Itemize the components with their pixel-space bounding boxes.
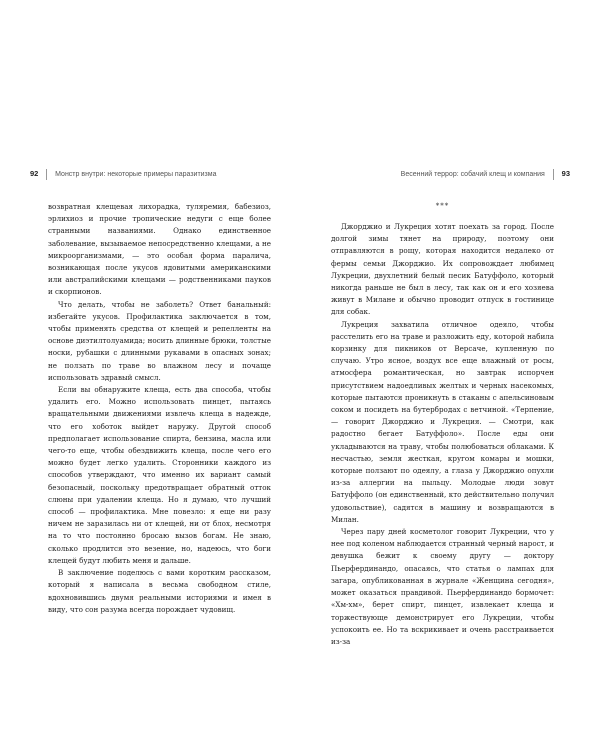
paragraph: возвратная клещевая лихорадка, туляремия, бабезиоз, эрлихиоз и прочие тропические недуги с еще более странными названиями. Однако единственное заболевание, вызываемое непосредственно клещами, а не микроорганизмами, — это особая форма паралича, возникающая после укусов ядовитыми американскими или австралийскими клещами — родственниками пауков и скорпионов. (48, 202, 271, 297)
left-page-number: 92 (30, 169, 39, 178)
paragraph: Лукреция захватила отличное одеяло, чтобы расстелить его на траве и разложить еду, которой набила корзинку для пикников от Версаче, купленную по случаю. Утро ясное, воздух все еще влажный от росы, атмосфера романтическая, но завтрак испорчен присутствием надоедливых желтых и черных насекомых, которые пытаются проникнуть в стаканы с апельсиновым соком и посидеть на бутербродах с ветчиной. «Терпение, — говорит Джорджио и Лукреция. — Смотри, как радостно бегает Батуффоло». После еды они укладываются на траву, чтобы полюбоваться облаками. К несчастью, земля жесткая, кругом комары и мошки, которые ползают по одеялу, а глаза у Джорджио опухли из-за аллергии на пыльцу. Молодые люди зовут Батуффоло (он единственный, кто действительно получил удовольствие), садятся в машину и возвращаются в Милан. (331, 319, 554, 524)
paragraph: Джорджио и Лукреция хотят поехать за город. После долгой зимы тянет на природу, поэтому они отправляются в рощу, которая находится недалеко от фермы семьи Джорджио. Их сопровождает любимец Лукреции, двухлетний белый песик Батуффоло, который никогда раньше не был в лесу, так как он и его хозяева живут в Милане и обычно проводит отпуск в гостинице для собак. (331, 222, 554, 317)
paragraph: Что делать, чтобы не заболеть? Ответ банальный: избегайте укусов. Профилактика заключается в том, чтобы применять средства от клещей и репелленты на основе диэтилтолуамида; носить длинные брюки, толстые носки, рубашки с длинными рукавами в опасных зонах; не ползать по траве во влажном лесу и почаще использовать здравый смысл. (48, 299, 271, 382)
right-page-text (331, 201, 554, 648)
left-running-title: Монстр внутри: некоторые примеры паразитизма (55, 171, 217, 178)
right-running-header (401, 167, 570, 181)
left-page-text (48, 201, 271, 616)
section-separator: *** (435, 202, 450, 210)
left-running-header (30, 167, 216, 181)
right-page-number: 93 (561, 169, 570, 178)
paragraph: В заключение поделюсь с вами коротким рассказом, который я написала в весьма свободном стиле, вдохновившись двумя реальными историями и имея в виду, что сон разума всегда порождает чудовищ. (48, 568, 271, 614)
paragraph: Если вы обнаружите клеща, есть два способа, чтобы удалить его. Можно использовать пинцет, пытаясь вращательными движениями извлечь клеща в надежде, что его хоботок выйдет наружу. Другой способ предполагает использование спирта, бензина, масла или чего-то еще, чтобы обездвижить клеща, после чего его можно будет легко удалить. Сторонники каждого из способов утверждают, что именно их вариант самый безопасный, поскольку предотвращает обратный отток слюны при удалении клеща. Но я думаю, что лучший способ — профилактика. Мне повезло: я еще ни разу ничем не заразилась ни от клещей, ни от блох, несмотря на то что постоянно бросаю вызов богам. Не знаю, сколько продлится это везение, но, надеюсь, что боги клещей будут любить меня и дальше. (48, 385, 271, 565)
header-divider (553, 169, 554, 180)
right-running-title: Весенний террор: собачий клещ и компания (400, 171, 545, 178)
paragraph: Через пару дней косметолог говорит Лукреции, что у нее под коленом наблюдается странный черный нарост, и девушка бежит к своему другу — доктору Пьерфердинандо, опасаясь, что статья о лампах для загара, опубликованная в журнале «Женщина сегодня», может оказаться правдивой. Пьерфердинандо бормочет: «Хм-хм», берет спирт, пинцет, извлекает клеща и торжествующе демонстрирует его Лукреции, чтобы успокоить ее. Но та вскрикивает и очень расстраивается из-за (331, 527, 554, 646)
header-divider (46, 169, 47, 180)
